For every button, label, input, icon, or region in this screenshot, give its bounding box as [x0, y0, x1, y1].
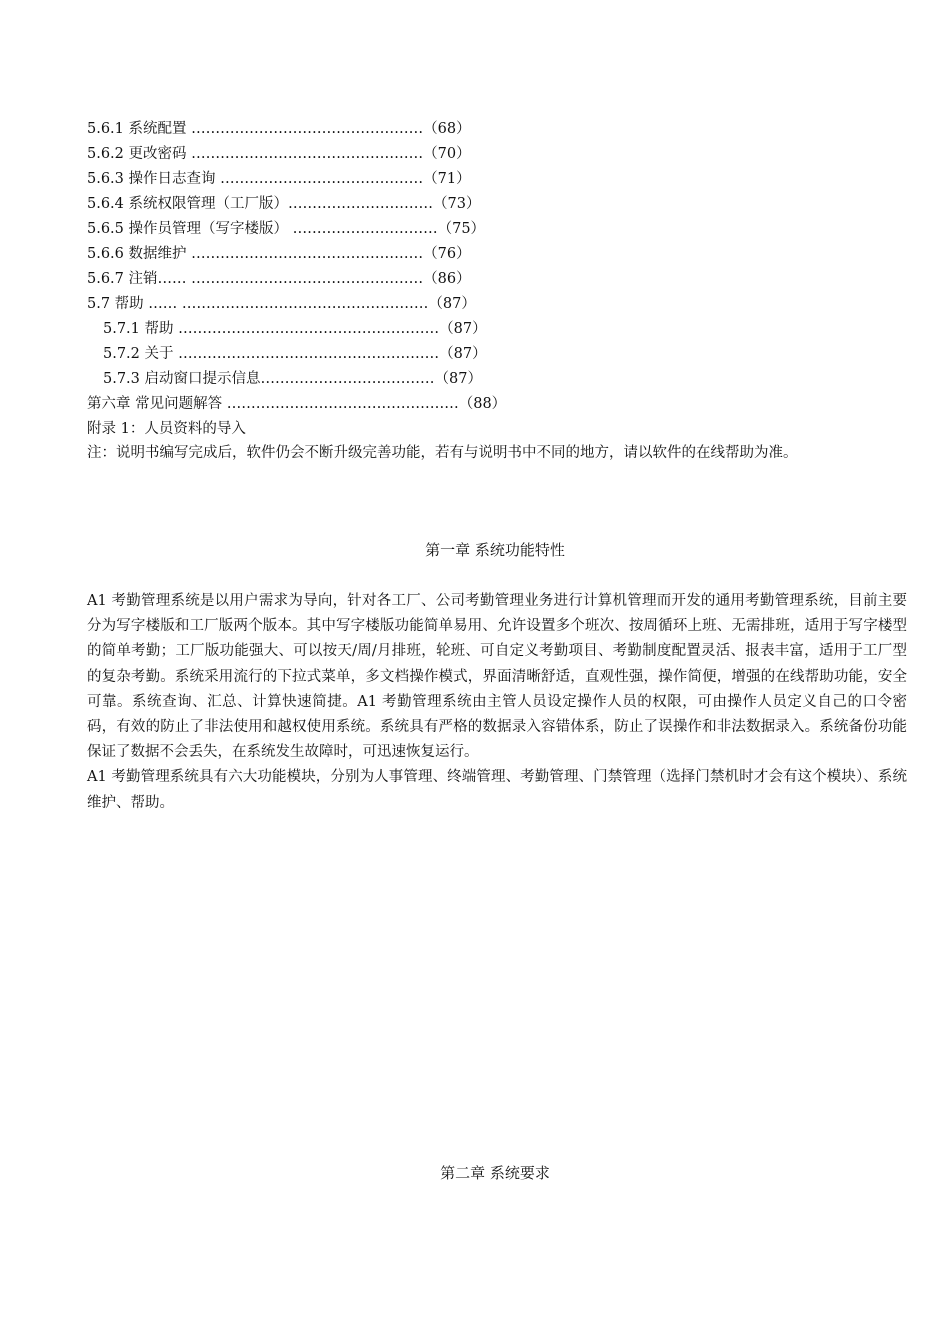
chapter-1-title: 第一章 系统功能特性 [425, 541, 565, 559]
chapter-1-paragraph: A1 考勤管理系统是以用户需求为导向，针对各工厂、公司考勤管理业务进行计算机管理而开发的通用考勤管理系统，目前主要分为写字楼版和工厂版两个版本。其中写字楼版功能简单易用、允许设置多个班次、按周循环上班、无需排班，适用于写字楼型的简单考勤；工厂版功能强大、可以按天/周/月排班，轮班、可自定义考勤项目、考勤制度配置灵活、报表丰富，适用于工厂型的复杂考勤。系统采用流行的下拉式菜单，多文档操作模式，界面清晰舒适，直观性强，操作简便，增强的在线帮助功能，安全可靠。系统查询、汇总、计算快速简捷。A1 考勤管理系统由主管人员设定操作人员的权限，可由操作人员定义自己的口令密码，有效的防止了非法使用和越权使用系统。系统具有严格的数据录入容错体系，防止了误操作和非法数据录入。系统备份功能保证了数据不会丢失，在系统发生故障时，可迅速恢复运行。 [87, 593, 907, 761]
toc-entry-5-6-5[interactable]: 5.6.5 操作员管理（写字楼版） …………………………（75） [87, 221, 486, 237]
toc-entry-5-6-4[interactable]: 5.6.4 系统权限管理（工厂版）…………………………（73） [87, 196, 481, 212]
toc-entry-5-6-1[interactable]: 5.6.1 系统配置 …………………………………………（68） [87, 121, 471, 137]
toc-entry-5-6-2[interactable]: 5.6.2 更改密码 …………………………………………（70） [87, 146, 471, 162]
toc-entry-5-6-3[interactable]: 5.6.3 操作日志查询 ……………………………………（71） [87, 171, 471, 187]
chapter-1-body [87, 589, 907, 816]
toc-entry-5-6-7[interactable]: 5.6.7 注销…… …………………………………………（86） [87, 271, 471, 287]
chapter-2-title: 第二章 系统要求 [440, 1164, 550, 1182]
toc-note: 注：说明书编写完成后，软件仍会不断升级完善功能，若有与说明书中不同的地方，请以软件的在线帮助为准。 [87, 445, 798, 461]
toc-entry-5-7[interactable]: 5.7 帮助 …… ……………………………………………（87） [87, 296, 476, 312]
toc-entry-5-7-2[interactable]: 5.7.2 关于 ………………………………………………（87） [103, 346, 487, 362]
toc-entry-5-6-6[interactable]: 5.6.6 数据维护 …………………………………………（76） [87, 246, 471, 262]
toc-entry-5-7-1[interactable]: 5.7.1 帮助 ………………………………………………（87） [103, 321, 487, 337]
toc-entry-chapter-6[interactable]: 第六章 常见问题解答 …………………………………………（88） [87, 396, 507, 412]
toc-entry-5-7-3[interactable]: 5.7.3 启动窗口提示信息………………………………（87） [103, 371, 482, 387]
toc-entry-appendix-1[interactable]: 附录 1：人员资料的导入 [87, 421, 246, 437]
chapter-1-paragraph: A1 考勤管理系统具有六大功能模块，分别为人事管理、终端管理、考勤管理、门禁管理（选择门禁机时才会有这个模块）、系统维护、帮助。 [87, 769, 907, 811]
table-of-contents [87, 117, 907, 442]
